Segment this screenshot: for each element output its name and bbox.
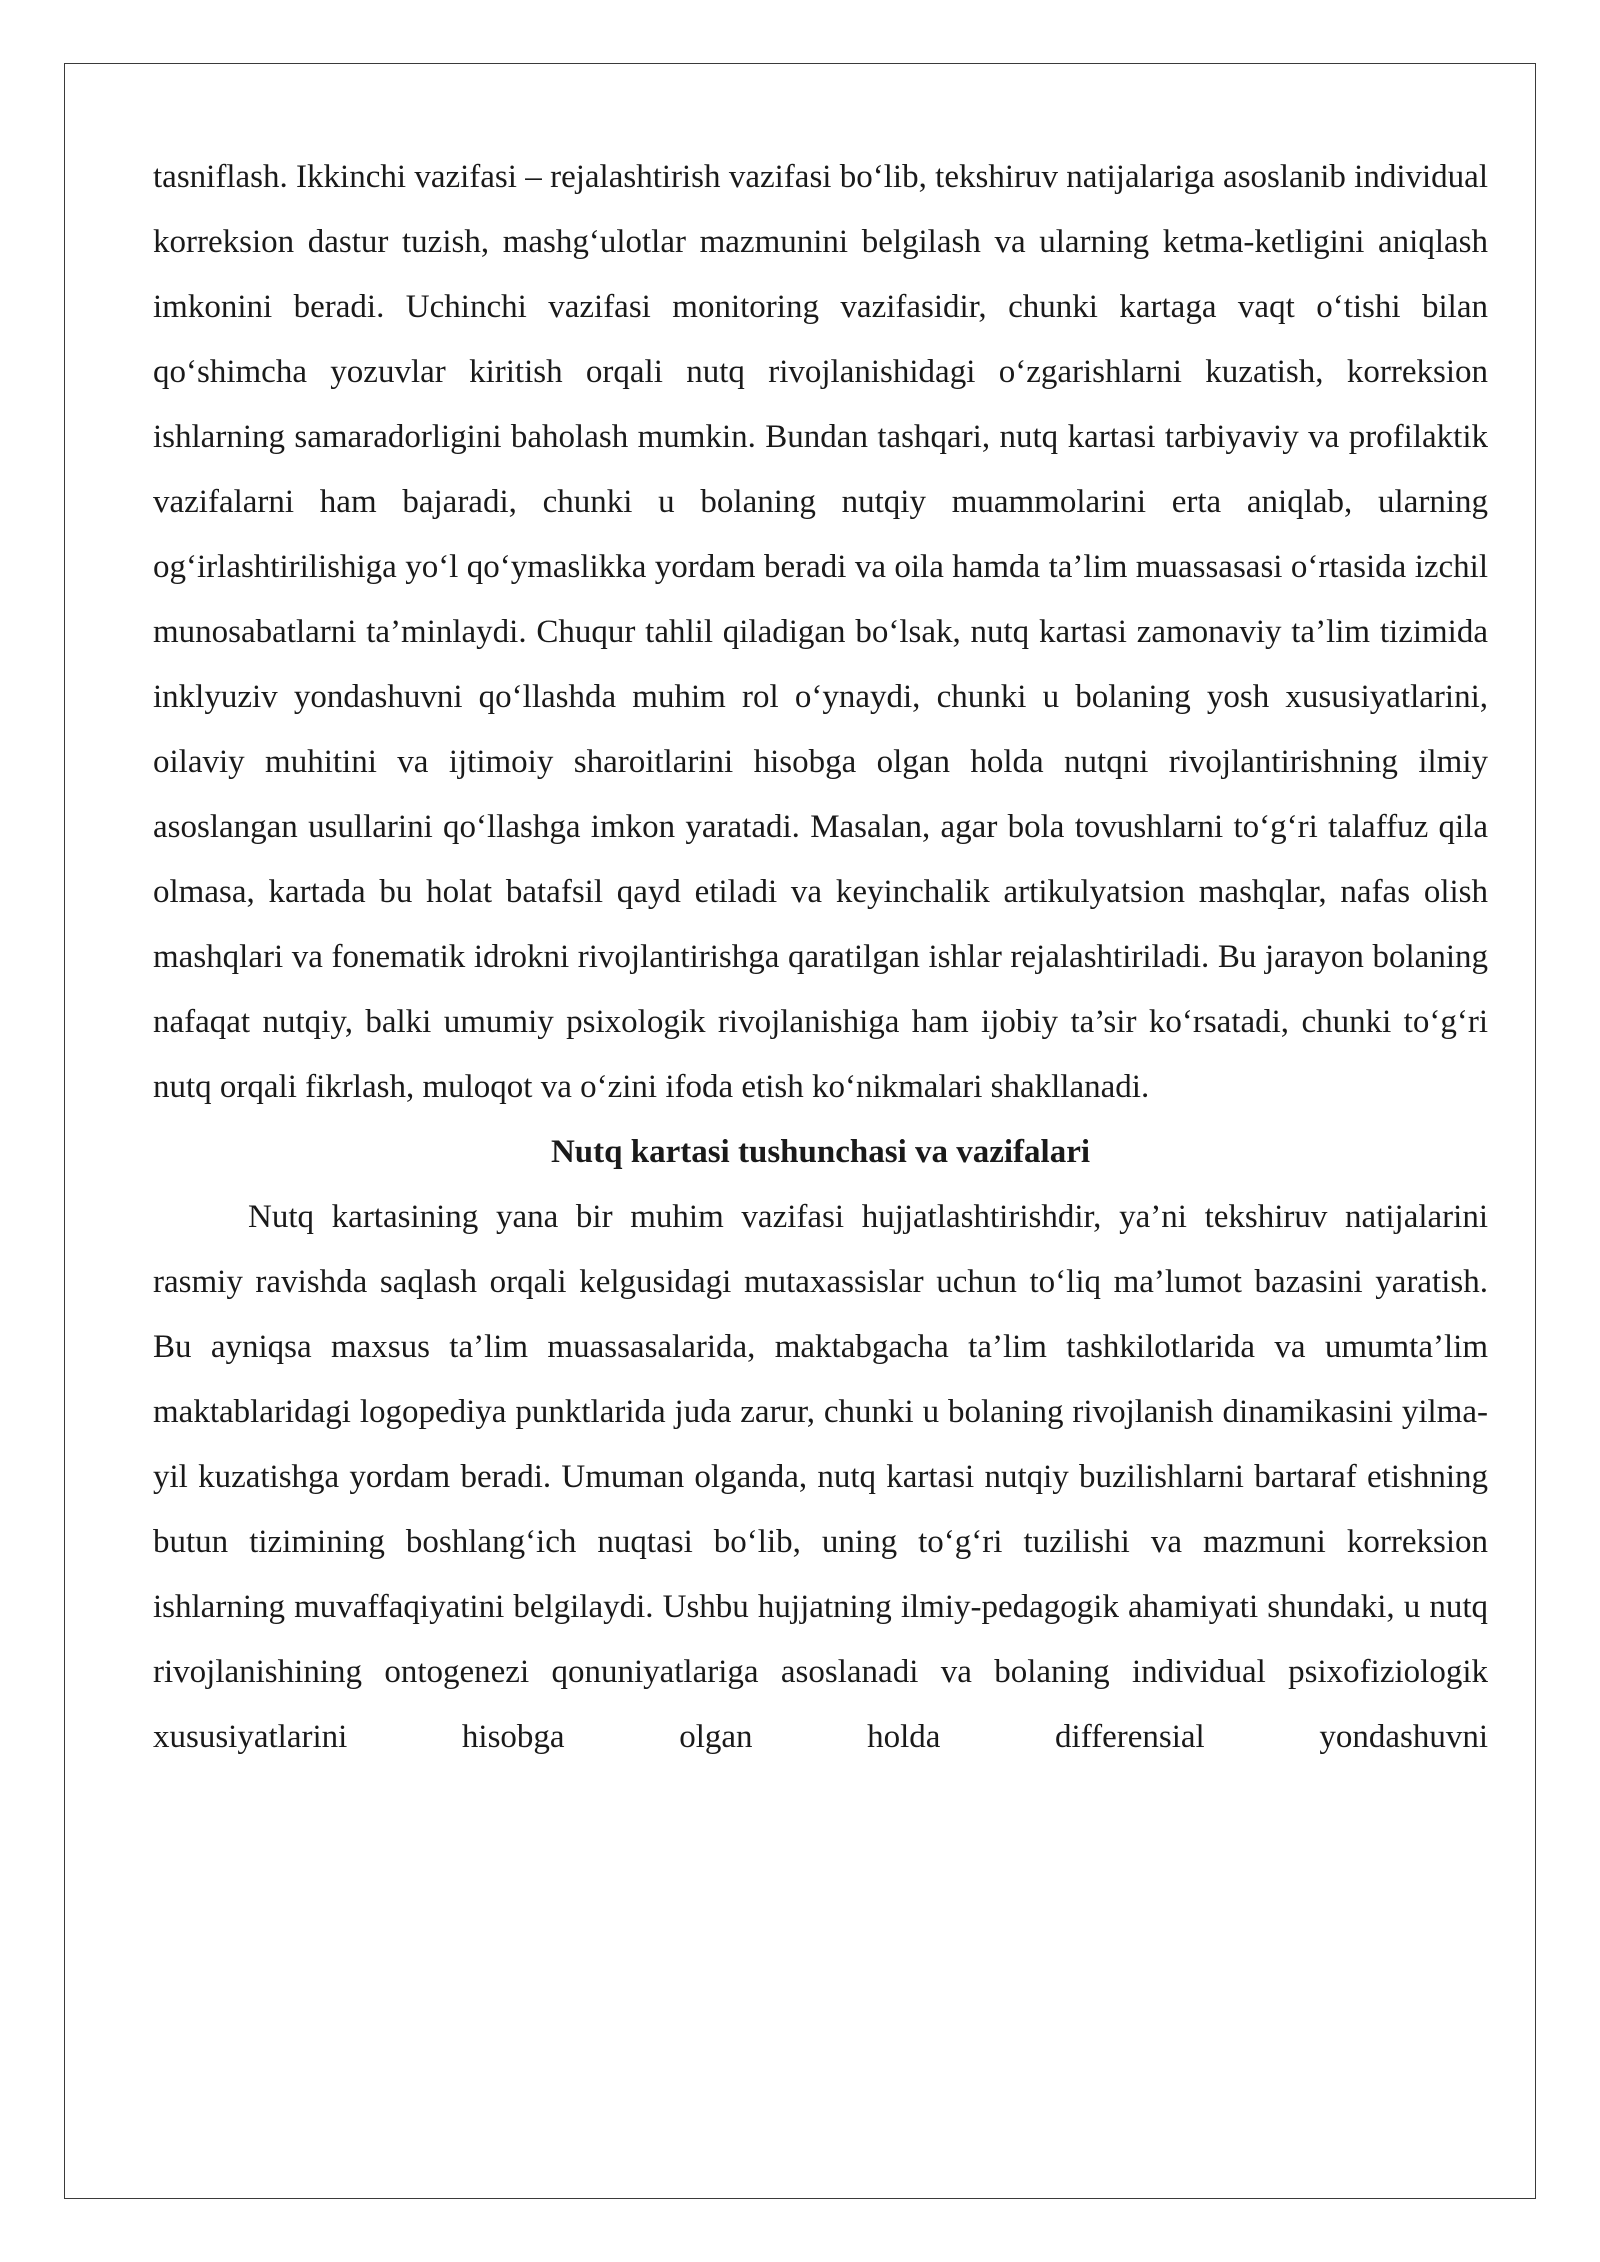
body-paragraph-1: tasniflash. Ikkinchi vazifasi – rejalashtirish vazifasi bo‘lib, tekshiruv natijalariga asoslanib individual korreksion dastur tuzish, mashg‘ulotlar mazmunini belgilash va ularning ketma-ketligini aniqlash imkonini beradi. Uchinchi vazifasi monitoring vazifasidir, chunki kartaga vaqt o‘tishi bilan qo‘shimcha yozuvlar kiritish orqali nutq rivojlanishidagi o‘zgarishlarni kuzatish, korreksion ishlarning samaradorligini baholash mumkin. Bundan tashqari, nutq kartasi tarbiyaviy va profilaktik vazifalarni ham bajaradi, chunki u bolaning nutqiy muammolarini erta aniqlab, ularning og‘irlashtirilishiga yo‘l qo‘ymaslikka yordam beradi va oila hamda ta’lim muassasasi o‘rtasida izchil munosabatlarni ta’minlaydi. Chuqur tahlil qiladigan bo‘lsak, nutq kartasi zamonaviy ta’lim tizimida inklyuziv yondashuvni qo‘llashda muhim rol o‘ynaydi, chunki u bolaning yosh xususiyatlarini, oilaviy muhitini va ijtimoiy sharoitlarini hisobga olgan holda nutqni rivojlantirishning ilmiy asoslangan usullarini qo‘llashga imkon yaratadi. Masalan, agar bola tovushlarni to‘g‘ri talaffuz qila olmasa, kartada bu holat batafsil qayd etiladi va keyinchalik artikulyatsion mashqlar, nafas olish mashqlari va fonematik idrokni rivojlantirishga qaratilgan ishlar rejalashtiriladi. Bu jarayon bolaning nafaqat nutqiy, balki umumiy psixologik rivojlanishiga ham ijobiy ta’sir ko‘rsatadi, chunki to‘g‘ri nutq orqali fikrlash, muloqot va o‘zini ifoda etish ko‘nikmalari shakllanadi.: [153, 159, 1488, 1105]
page-content: [153, 145, 1488, 1770]
section-heading: Nutq kartasi tushunchasi va vazifalari: [550, 1134, 1091, 1170]
body-paragraph-2: Nutq kartasining yana bir muhim vazifasi hujjatlashtirishdir, ya’ni tekshiruv natijalarini rasmiy ravishda saqlash orqali kelgusidagi mutaxassislar uchun to‘liq ma’lumot bazasini yaratish. Bu ayniqsa maxsus ta’lim muassasalarida, maktabgacha ta’lim tashkilotlarida va umumta’lim maktablaridagi logopediya punktlarida juda zarur, chunki u bolaning rivojlanish dinamikasini yilma-yil kuzatishga yordam beradi. Umuman olganda, nutq kartasi nutqiy buzilishlarni bartaraf etishning butun tizimining boshlang‘ich nuqtasi bo‘lib, uning to‘g‘ri tuzilishi va mazmuni korreksion ishlarning muvaffaqiyatini belgilaydi. Ushbu hujjatning ilmiy-pedagogik ahamiyati shundaki, u nutq rivojlanishining ontogenezi qonuniyatlariga asoslanadi va bolaning individual psixofiziologik xususiyatlarini hisobga olgan holda differensial yondashuvni: [153, 1199, 1488, 1755]
